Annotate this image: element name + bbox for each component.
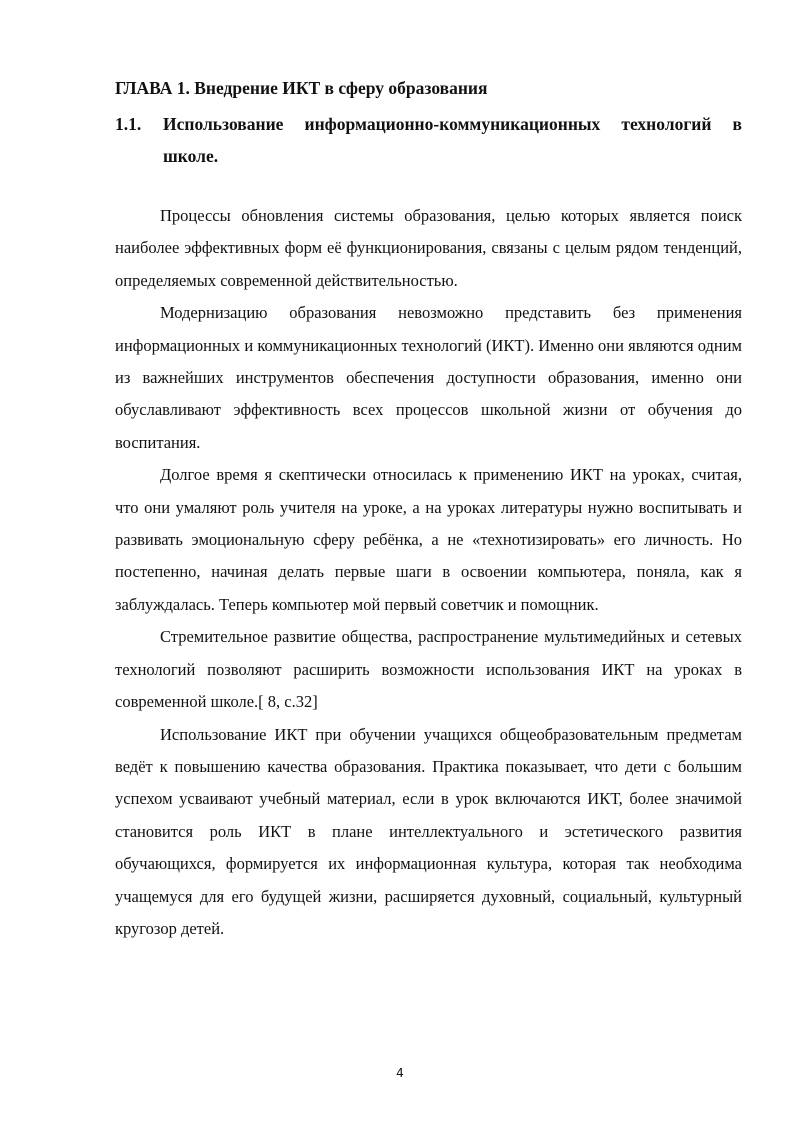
paragraph-5: Использование ИКТ при обучении учащихся общеобразовательным предметам ведёт к повышению качества образования. Практика показывает, что дети с большим успехом усваивают учебный материал, если в урок включаются ИКТ, более значимой становится роль ИКТ в плане интеллектуального и эстетического развития обучающихся, формируется их информационная культура, которая так необходима учащемуся для его будущей жизни, расширяется духовный, социальный, культурный кругозор детей. [115, 724, 742, 938]
body-text [115, 200, 742, 945]
section-number: 1.1. [115, 114, 142, 134]
chapter-title: ГЛАВА 1. Внедрение ИКТ в сферу образования [115, 78, 488, 98]
paragraph-1: Процессы обновления системы образования, целью которых является поиск наиболее эффективных форм её функционирования, связаны с целым рядом тенденций, определяемых современной действительностью. [115, 206, 742, 290]
paragraph-3: Долгое время я скептически относилась к применению ИКТ на уроках, считая, что они умаляют роль учителя на уроке, а на уроках литературы нужно воспитывать и развивать эмоциональную сферу ребёнка, а не «технотизировать» его личность. Но постепенно, начиная делать первые шаги в освоении компьютера, поняла, как я заблуждалась. Теперь компьютер мой первый советчик и помощник. [115, 465, 742, 614]
section-heading [115, 108, 742, 172]
paragraph-4: Стремительное развитие общества, распространение мультимедийных и сетевых технологий позволяют расширить возможности использования ИКТ на уроках в современной школе.[ 8, с.32] [115, 627, 742, 712]
section-title: Использование информационно-коммуникационных технологий в школе. [163, 114, 742, 166]
page-number: 4 [396, 1066, 404, 1080]
paragraph-2: Модернизацию образования невозможно представить без применения информационных и коммуникационных технологий (ИКТ). Именно они являются одним из важнейших инструментов обеспечения доступности образования, именно они обуславливают эффективность всех процессов школьной жизни от обучения до воспитания. [115, 303, 742, 452]
